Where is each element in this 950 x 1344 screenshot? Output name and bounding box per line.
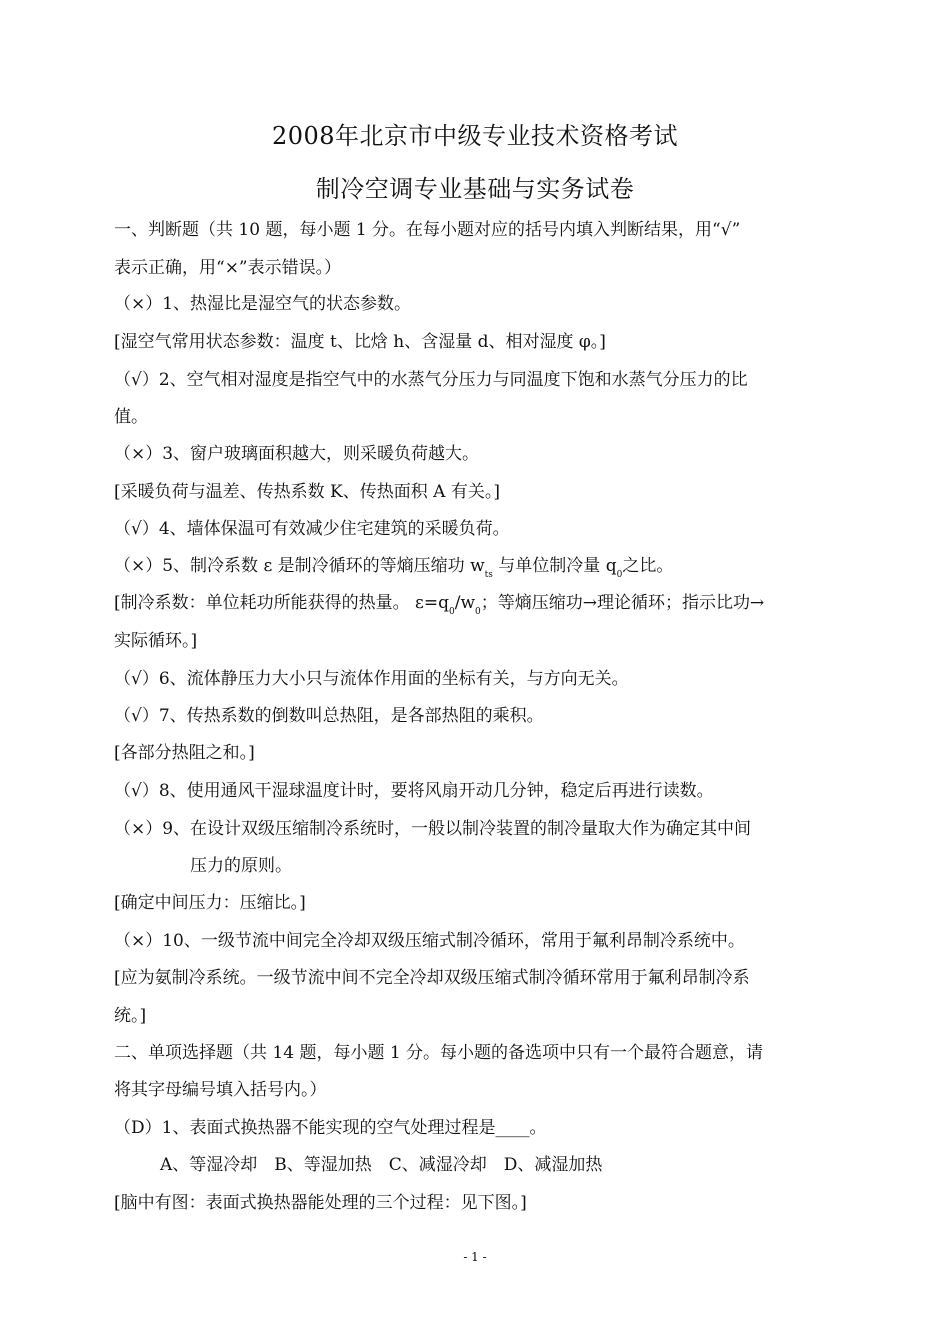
note-5-cont: 实际循环。] [114,631,198,651]
note-1: [湿空气常用状态参数：温度 t、比焓 h、含湿量 d、相对湿度 φ。] [114,332,606,352]
choice-options: A、等湿冷却 B、等湿加热 C、减湿冷却 D、减湿加热 [160,1155,603,1175]
note-10-cont: 统。] [114,1006,147,1026]
document-title: 2008年北京市中级专业技术资格考试 [271,122,679,150]
question-10: （×）10、一级节流中间完全冷却双级压缩式制冷循环，常用于氟利昂制冷系统中。 [114,931,745,951]
section2-heading-cont: 将其字母编号填入括号内。） [114,1080,327,1100]
question-4: （√）4、墙体保温可有效减少住宅建筑的采暖负荷。 [114,519,510,539]
question-1: （×）1、热湿比是湿空气的状态参数。 [114,294,412,314]
section2-heading: 二、单项选择题（共 14 题，每小题 1 分。每小题的备选项中只有一个最符合题意，请 [114,1043,764,1063]
note-5: [制冷系数：单位耗功所能获得的热量。 $\varepsilon=q_0/w_0$；等熵压缩功→理论循环；指示比功→ [114,593,765,617]
choice-note-1: [脑中有图：表面式换热器能处理的三个过程：见下图。] [114,1193,527,1213]
section1-heading-cont: 表示正确，用“×”表示错误。） [114,258,342,278]
question-9: （×）9、在设计双级压缩制冷系统时，一般以制冷装置的制冷量取大作为确定其中间 [114,819,752,839]
question-2: （√）2、空气相对湿度是指空气中的水蒸气分压力与同温度下饱和水蒸气分压力的比 [114,370,748,390]
page-number: - 1 - [463,1250,487,1264]
question-6: （√）6、流体静压力大小只与流体作用面的坐标有关，与方向无关。 [114,669,629,689]
section1-heading: 一、判断题（共 10 题，每小题 1 分。在每小题对应的括号内填入判断结果，用“√” [114,220,741,240]
choice-question-1: （D）1、表面式换热器不能实现的空气处理过程是____。 [114,1118,547,1138]
note-7: [各部分热阻之和。] [114,743,255,763]
question-5: （×）5、制冷系数 ε 是制冷循环的等熵压缩功 $w_{ts}$ 与单位制冷量 $q_0$之比。 [114,556,674,580]
question-2-cont: 值。 [114,407,148,427]
question-9-cont: 压力的原则。 [190,856,292,876]
note-3: [采暖负荷与温差、传热系数 K、传热面积 A 有关。] [114,482,500,502]
note-10: [应为氨制冷系统。一级节流中间不完全冷却双级压缩式制冷循环常用于氟利昂制冷系 [114,968,750,988]
document-subtitle: 制冷空调专业基础与实务试卷 [315,175,635,203]
question-7: （√）7、传热系数的倒数叫总热阻，是各部热阻的乘积。 [114,706,544,726]
question-3: （×）3、窗户玻璃面积越大，则采暖负荷越大。 [114,444,480,464]
note-9: [确定中间压力：压缩比。] [114,893,306,913]
question-8: （√）8、使用通风干湿球温度计时，要将风扇开动几分钟，稳定后再进行读数。 [114,781,714,801]
